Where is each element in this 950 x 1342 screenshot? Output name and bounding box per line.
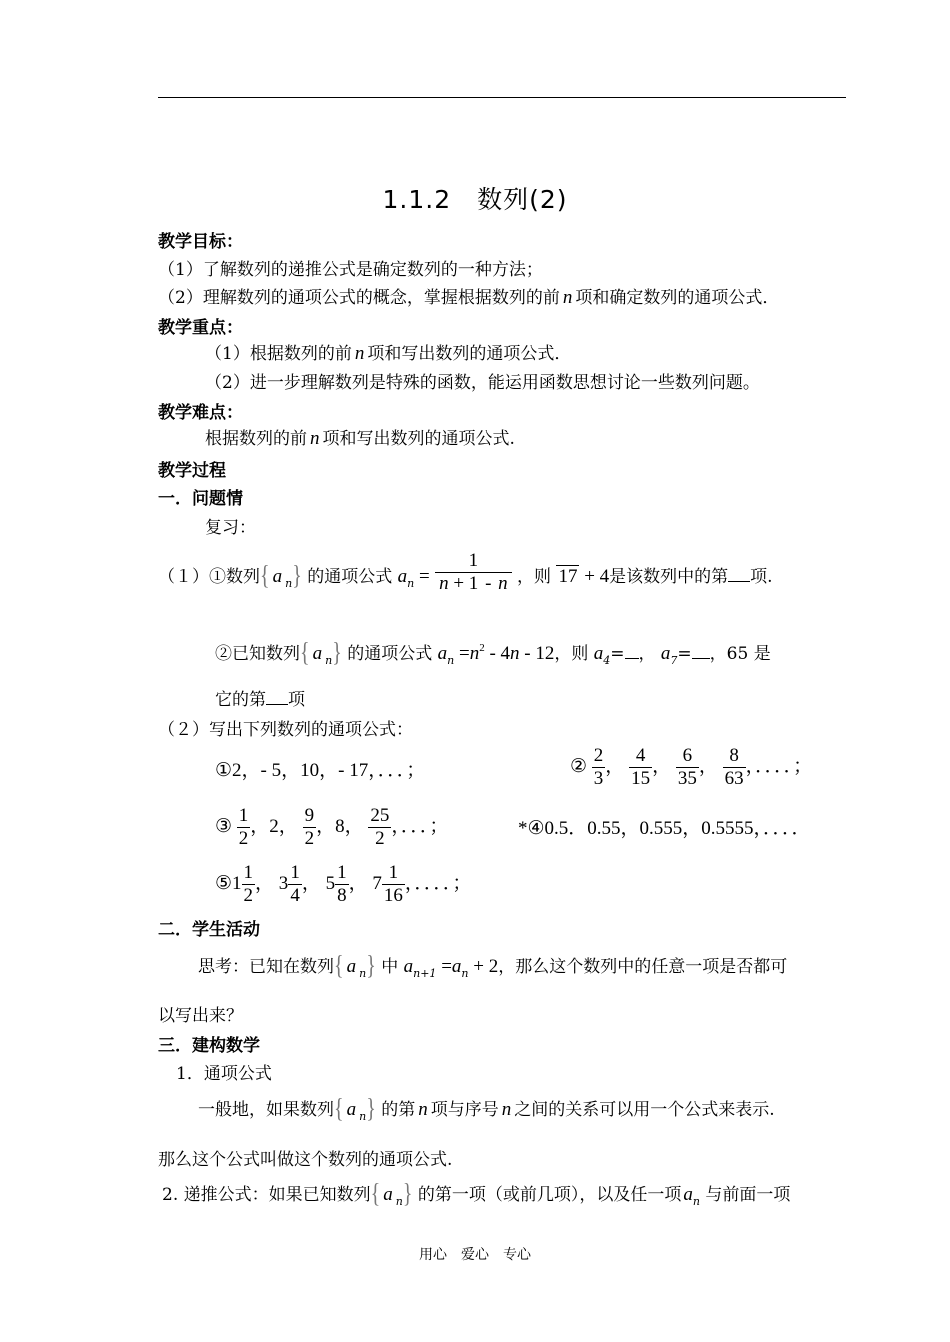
key-points-heading: 教学重点： [158,318,243,338]
header-rule [158,97,846,98]
sequence-2: ② $\frac{2}{3}$ ， $\frac{4}{15}$ ， $\frac{6}{35}$ ， $\frac{8}{63}$ ，．．．．； [570,745,813,789]
page-footer: 用心 爱心 专心 [419,1247,531,1263]
sequence-3: ③ $\frac{1}{2}$ ，2， $\frac{9}{2}$ ，8， $\frac{25}{2}$ ，．．．； [215,805,449,849]
process-heading: 教学过程 [158,461,226,481]
goals-heading: 教学目标： [158,232,243,252]
key-point-1: （1）根据数列的前 n 项和写出数列的通项公式． [205,343,572,364]
sequence-5: ⑤1 $\frac{1}{2}$ ， 3 $\frac{1}{4}$ ， 5 $\frac{1}{8}$ ， 7 $\frac{1}{16}$ ，．．．．； [215,862,472,906]
definition-line-2: 那么这个公式叫做这个数列的通项公式. [158,1150,453,1170]
section-1-heading: 一．问题情 [158,489,243,509]
formula-fraction: $\frac{1}{n + 1 - n}$ [435,550,512,595]
difficulty-item: 根据数列的前 n 项和写出数列的通项公式. [205,428,515,449]
sequence-1: ①2，- 5，10，- 17，．．．； [215,760,426,781]
question-1-2: ②已知数列{ a $_n$} 的通项公式 $a_n =n^2 - 4n - 12$，则 $a_4=$ ， $a_7=$ ，65 是 [215,638,771,668]
review-label: 复习： [205,518,256,538]
section-3-heading: 三．建构数学 [158,1036,260,1056]
page-title: 1.1.2 数列(2) [382,185,568,214]
question-1-2-cont: 它的第 项 [215,690,305,710]
think-line: 思考：已知在数列{ a $_n$} 中 $a_{n+1} =a_n + 2$，那么这个数列中的任意一项是否都可 [198,951,788,981]
subsection-1: 1．通项公式 [176,1064,272,1084]
recursion-line: 2. 递推公式：如果已知数列{ a $_n$} 的第一项（或前几项），以及任一项 $a_n$ 与前面一项 [162,1179,791,1209]
key-point-2: （2）进一步理解数列是特殊的函数，能运用函数思想讨论一些数列问题。 [205,373,760,393]
think-line-cont: 以写出来？ [158,1006,243,1026]
question-1-1: （１）①数列{ a $_n$} 的通项公式 $a_n$ = $\frac{1}{n + 1 - n}$ ，则 17 + 4是该数列中的第 项. [158,550,773,594]
definition-line-1: 一般地，如果数列{ a $_n$} 的第 n 项与序号 n 之间的关系可以用一个公式来表示. [198,1094,775,1124]
sequence-4: *④0.5．0.55，0.555，0.5555，．．．． [518,818,811,839]
goal-item-1: （1）了解数列的递推公式是确定数列的一种方法； [158,260,543,280]
difficulties-heading: 教学难点： [158,403,243,423]
section-2-heading: 二．学生活动 [158,920,260,940]
question-2: （２）写出下列数列的通项公式： [158,720,413,740]
goal-item-2: （2）理解数列的通项公式的概念，掌握根据数列的前 n 项和确定数列的通项公式． [158,287,780,308]
